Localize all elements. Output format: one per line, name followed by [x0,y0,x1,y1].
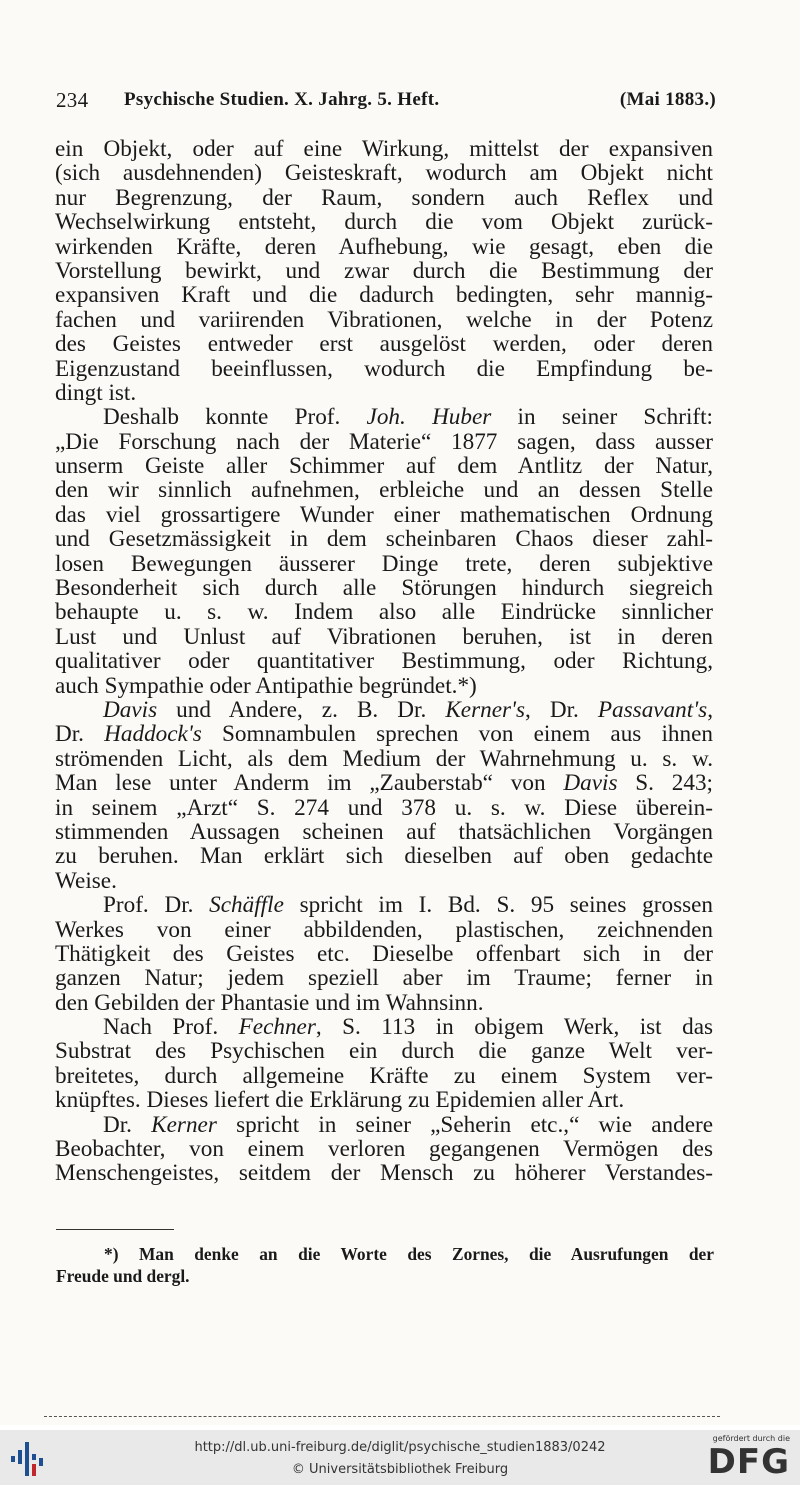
body-line: Besonderheit sich durch alle Störungen hindurch siegreich [55,576,713,601]
body-line: Weise. [55,868,117,894]
body-line: Menschengeistes, seitdem der Mensch zu höherer Verstandes- [55,1161,713,1186]
italic-name: Kerner [151,1112,217,1138]
body-line: „Die Forschung nach der Materie“ 1877 sagen, dass ausser [55,429,713,455]
dfg-logo [702,1434,792,1482]
body-line: stimmenden Aussagen scheinen auf thatsächlichen Vorgängen [55,819,713,845]
body-line: in seinem „Arzt“ S. 274 und 378 u. s. w. Diese überein- [55,795,713,820]
body-text [55,137,713,1186]
body-line: Nach Prof. Fechner, S. 113 in obigem Werk, ist das [103,1015,713,1040]
footnote [56,1243,714,1287]
body-line: Dr. Kerner spricht in seiner „Seherin etc.,“ wie andere [103,1112,713,1138]
italic-name: Kerner's [445,697,525,723]
bottom-divider [44,1416,720,1418]
body-line: auch Sympathie oder Antipathie begründet.*) [55,673,477,698]
body-line: nur Begrenzung, der Raum, sondern auch Reflex und [55,185,713,211]
body-line: knüpftes. Dieses liefert die Erklärung zu Epidemien aller Art. [55,1088,625,1113]
body-line: des Geistes entweder erst ausgelöst werden, oder deren [55,332,713,357]
italic-name: Davis [563,771,618,796]
body-line: und Gesetzmässigkeit in dem scheinbaren Chaos dieser zahl- [55,527,713,552]
page-number: 234 [56,88,89,112]
footnote-rule [56,1229,174,1230]
body-line: strömenden Licht, als dem Medium der Wahrnehmung u. s. w. [55,746,713,772]
body-line: losen Bewegungen äusserer Dinge trete, deren subjektive [55,551,713,577]
body-line: unserm Geiste aller Schimmer auf dem Antlitz der Natur, [55,454,713,479]
footnote-line: Freude und dergl. [56,1266,190,1286]
source-url-link[interactable]: http://dl.ub.uni-freiburg.de/diglit/psychische_studien1883/0242 [194,1440,606,1455]
italic-name: Davis [103,697,158,723]
italic-name: Joh. Huber [366,405,492,430]
page-header [56,88,716,114]
body-line: Dr. Haddock's Somnambulen sprechen von einem aus ihnen [55,722,713,747]
body-line: Beobachter, von einem verloren gegangenen Vermögen des [55,1137,713,1162]
body-line: Davis und Andere, z. B. Dr. Kerner's, Dr. Passavant's, [103,697,713,723]
copyright-text: © Universitätsbibliothek Freiburg [291,1462,509,1477]
body-line: expansiven Kraft und die dadurch bedingten, sehr mannig- [55,283,713,308]
body-line: ein Objekt, oder auf eine Wirkung, mittelst der expansiven [55,137,713,162]
body-line: Man lese unter Anderm im „Zauberstab“ von Davis S. 243; [55,771,713,796]
body-line: zu beruhen. Man erklärt sich dieselben auf oben gedachte [55,844,713,869]
body-line: den Gebilden der Phantasie und im Wahnsinn. [55,990,484,1016]
body-line: fachen und variirenden Vibrationen, welche in der Potenz [55,307,713,333]
body-line: Substrat des Psychischen ein durch die ganze Welt ver- [55,1039,713,1064]
body-line: Thätigkeit des Geistes etc. Dieselbe offenbart sich in der [55,941,713,967]
body-line: wirkenden Kräfte, deren Aufhebung, wie gesagt, eben die [55,234,713,259]
body-line: Vorstellung bewirkt, und zwar durch die Bestimmung der [55,258,713,284]
body-line: dingt ist. [55,380,137,406]
body-line: qualitativer oder quantitativer Bestimmung, oder Richtung, [55,649,713,674]
italic-name: Schäffle [209,893,284,918]
issue-date: (Mai 1883.) [619,89,716,110]
body-line: Prof. Dr. Schäffle spricht im I. Bd. S. 95 seines grossen [103,893,713,918]
body-line: ganzen Natur; jedem speziell aber im Traume; ferner in [55,966,713,991]
body-line: Lust und Unlust auf Vibrationen beruhen, ist in deren [55,624,713,650]
body-line: Deshalb konnte Prof. Joh. Huber in seiner Schrift: [103,405,713,430]
running-title: Psychische Studien. X. Jahrg. 5. Heft. [124,89,440,110]
body-line: Eigenzustand beeinflussen, wodurch die Empfindung be- [55,356,713,381]
body-line: breitetes, durch allgemeine Kräfte zu einem System ver- [55,1063,713,1089]
dfg-funded-label: gefördert durch die [712,1434,790,1443]
body-line: (sich ausdehnenden) Geisteskraft, wodurch am Objekt nicht [55,161,713,186]
body-line: den wir sinnlich aufnehmen, erbleiche und an dessen Stelle [55,478,713,503]
italic-name: Passavant's [597,697,708,723]
body-line: das viel grossartigere Wunder einer mathematischen Ordnung [55,502,713,528]
italic-name: Fechner [238,1015,316,1040]
body-line: behaupte u. s. w. Indem also alle Eindrücke sinnlicher [55,600,713,625]
body-line: Wechselwirkung entsteht, durch die vom Objekt zurück- [55,210,713,235]
italic-name: Haddock's [104,722,202,747]
italic-name: Kerner [445,697,512,723]
viewer-footer [0,1430,800,1485]
body-line: Werkes von einer abbildenden, plastischen, zeichnenden [55,917,713,942]
footnote-line: *) Man denke an die Worte des Zornes, die Ausrufungen der [104,1244,714,1264]
dfg-logo-text: DFG [707,1442,790,1482]
